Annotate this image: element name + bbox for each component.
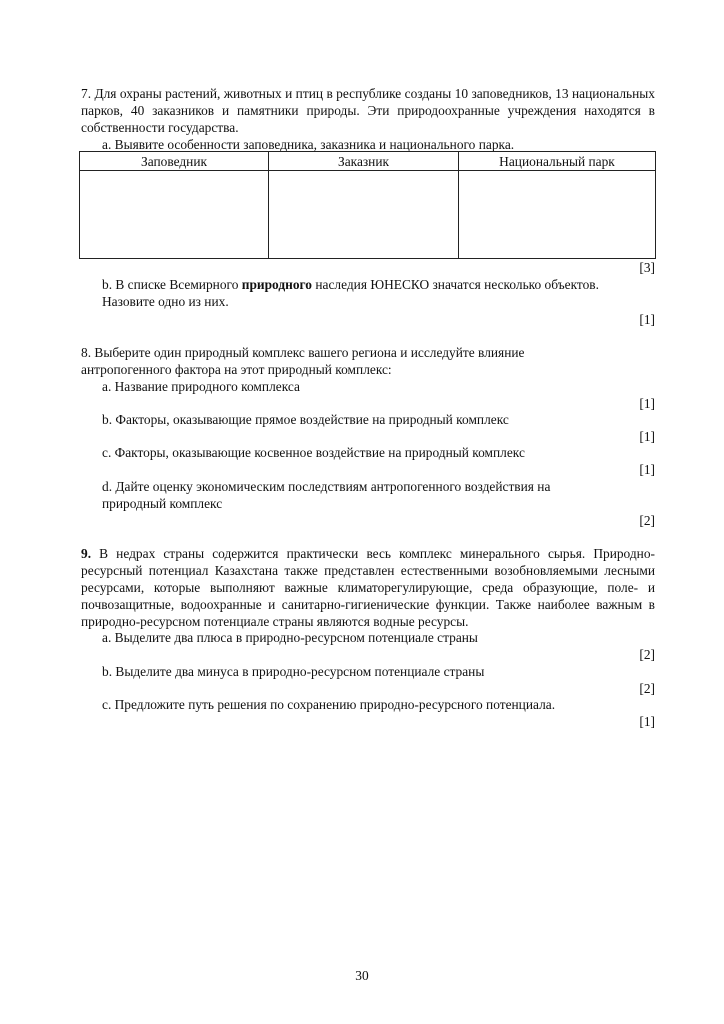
- q8-intro: 8. Выберите один природный комплекс вашего региона и исследуйте влияние антропогенного фактора на этот природный комплекс:: [81, 345, 525, 377]
- q9-intro: [81, 545, 655, 630]
- answer-cell-national-park[interactable]: [459, 171, 656, 259]
- q8a-mark: [1]: [639, 396, 655, 411]
- q9b-mark: [2]: [639, 681, 655, 696]
- q9-part-b: b. Выделите два минуса в природно-ресурсном потенциале страны: [102, 664, 485, 679]
- q7b-text-start: b. В списке Всемирного: [102, 277, 242, 292]
- q9-part-c: c. Предложите путь решения по сохранению природно-ресурсного потенциала.: [102, 697, 556, 712]
- q7-part-b: [102, 276, 655, 310]
- q8b-mark: [1]: [639, 429, 655, 444]
- q7-part-a: a. Выявите особенности заповедника, заказника и национального парка.: [102, 137, 515, 152]
- q8c-mark: [1]: [639, 462, 655, 477]
- answer-cell-zakaznik[interactable]: [269, 171, 459, 259]
- q9-part-a: a. Выделите два плюса в природно-ресурсном потенциале страны: [102, 630, 478, 645]
- q8-part-c: c. Факторы, оказывающие косвенное воздействие на природный комплекс: [102, 445, 525, 460]
- q9-number: 9.: [81, 546, 92, 561]
- q9-intro-text: В недрах страны содержится практически весь комплекс минерального сырья. Природно-ресурсный потенциал Казахстана также представлен естественными возобновляемыми лесными ресурсами, которые выполняют важные климаторегулирующие, среда образующие, поле- и почвозащитные, водоохранные и санитарно-гигиенические функции. Также наиболее важным в природно-ресурсном потенциале страны являются водные ресурсы.: [81, 546, 655, 629]
- q8d-mark: [2]: [639, 513, 655, 528]
- q7-answer-table: [79, 151, 656, 259]
- table-header-zakaznik: Заказник: [269, 152, 459, 171]
- q9a-mark: [2]: [639, 647, 655, 662]
- q7-intro: 7. Для охраны растений, животных и птиц в республике созданы 10 заповедников, 13 национальных парков, 40 заказников и памятники природы. Эти природоохранные учреждения находятся в собственности государства.: [81, 86, 655, 135]
- q7b-bold-word: природного: [241, 277, 312, 292]
- answer-cell-zapovednik[interactable]: [80, 171, 269, 259]
- q7b-mark: [1]: [639, 312, 655, 327]
- q8-part-d: d. Дайте оценку экономическим последствиям антропогенного воздействия на природный комплекс: [102, 479, 551, 511]
- page-number: 30: [355, 968, 369, 983]
- q8-part-b: b. Факторы, оказывающие прямое воздействие на природный комплекс: [102, 412, 509, 427]
- q7a-mark: [3]: [639, 260, 655, 275]
- table-header-national-park: Национальный парк: [459, 152, 656, 171]
- table-header-zapovednik: Заповедник: [80, 152, 269, 171]
- q9c-mark: [1]: [639, 714, 655, 729]
- q8-part-a: a. Название природного комплекса: [102, 379, 300, 394]
- q7b-text-end: наследия ЮНЕСКО значатся несколько объектов. Назовите одно из них.: [102, 277, 599, 309]
